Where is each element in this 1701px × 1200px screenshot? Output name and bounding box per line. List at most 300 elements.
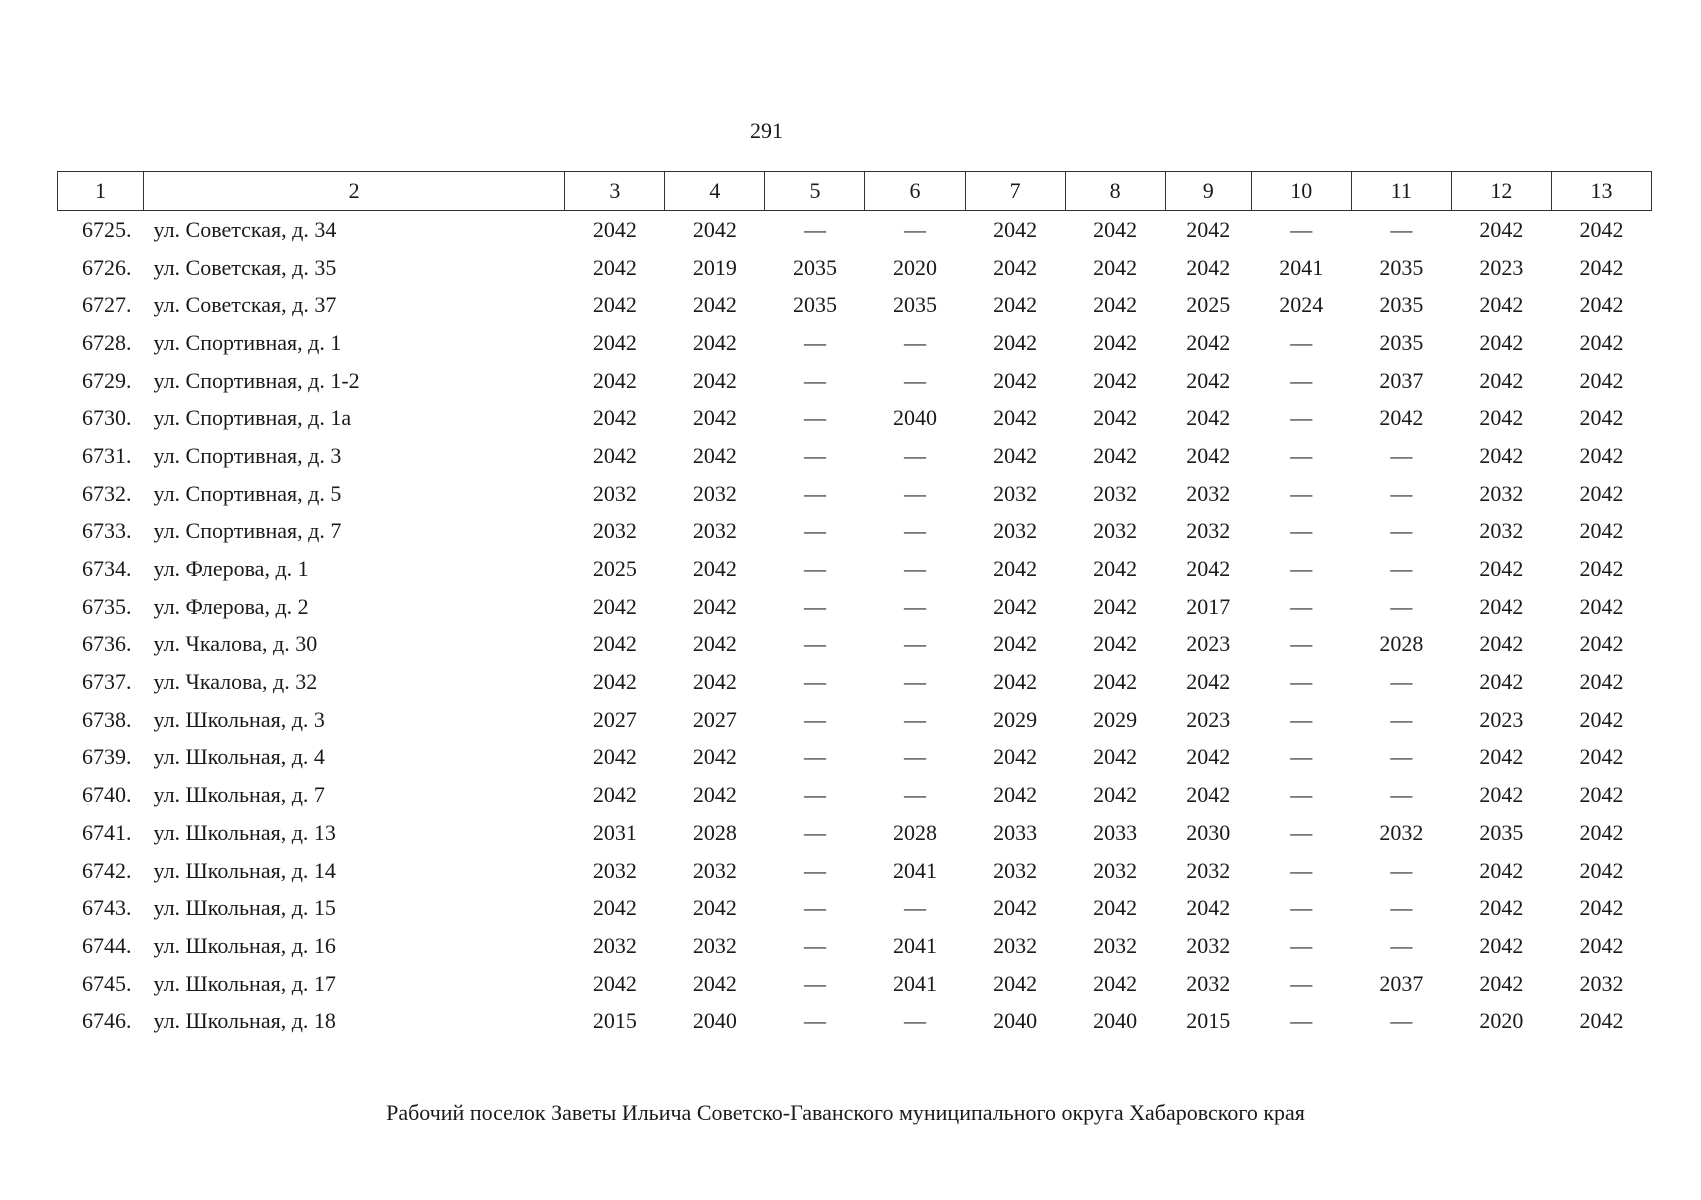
year-value-cell: 2042	[1186, 367, 1231, 393]
empty-value-cell: —	[1390, 442, 1413, 468]
empty-value-cell: —	[803, 970, 826, 996]
column-header-12: 12	[1451, 172, 1551, 211]
empty-value-cell: —	[1290, 216, 1313, 242]
year-value-cell: 2042	[993, 895, 1038, 921]
empty-value-cell: —	[1290, 895, 1313, 921]
address-cell: ул. Школьная, д. 13	[153, 819, 336, 845]
row-number-cell: 6743.	[82, 895, 132, 921]
empty-value-cell: —	[803, 442, 826, 468]
empty-value-cell: —	[803, 329, 826, 355]
empty-value-cell: —	[904, 669, 927, 695]
empty-value-cell: —	[904, 744, 927, 770]
year-value-cell: 2032	[1186, 857, 1231, 883]
year-value-cell: 2042	[692, 367, 737, 393]
empty-value-cell: —	[1390, 857, 1413, 883]
year-value-cell: 2042	[592, 292, 637, 318]
year-value-cell: 2042	[1093, 556, 1138, 582]
year-value-cell: 2023	[1479, 254, 1524, 280]
year-value-cell: 2042	[1186, 254, 1231, 280]
row-number-cell: 6738.	[82, 706, 132, 732]
year-value-cell: 2030	[1186, 819, 1231, 845]
year-value-cell: 2040	[993, 1008, 1038, 1034]
address-cell: ул. Школьная, д. 7	[153, 782, 325, 808]
empty-value-cell: —	[1290, 480, 1313, 506]
row-number-cell: 6733.	[82, 518, 132, 544]
year-value-cell: 2041	[893, 857, 938, 883]
year-value-cell: 2042	[1093, 744, 1138, 770]
year-value-cell: 2042	[592, 254, 637, 280]
year-value-cell: 2032	[692, 480, 737, 506]
year-value-cell: 2042	[1579, 782, 1624, 808]
year-value-cell: 2042	[1579, 895, 1624, 921]
empty-value-cell: —	[1390, 782, 1413, 808]
year-value-cell: 2042	[592, 895, 637, 921]
year-value-cell: 2041	[1279, 254, 1324, 280]
empty-value-cell: —	[1390, 744, 1413, 770]
column-header-8: 8	[1065, 172, 1165, 211]
year-value-cell: 2032	[1186, 932, 1231, 958]
row-number-cell: 6726.	[82, 254, 132, 280]
address-cell: ул. Советская, д. 37	[153, 292, 337, 318]
year-value-cell: 2032	[1379, 819, 1424, 845]
year-value-cell: 2042	[1186, 329, 1231, 355]
year-value-cell: 2042	[1093, 970, 1138, 996]
column-header-1: 1	[58, 172, 144, 211]
year-value-cell: 2035	[1379, 329, 1424, 355]
table-row	[58, 437, 1652, 475]
year-value-cell: 2027	[692, 706, 737, 732]
empty-value-cell: —	[803, 706, 826, 732]
year-value-cell: 2042	[1579, 329, 1624, 355]
year-value-cell: 2032	[692, 857, 737, 883]
year-value-cell: 2042	[692, 442, 737, 468]
year-value-cell: 2042	[1186, 895, 1231, 921]
year-value-cell: 2042	[592, 216, 637, 242]
empty-value-cell: —	[803, 216, 826, 242]
year-value-cell: 2042	[1579, 669, 1624, 695]
empty-value-cell: —	[904, 1008, 927, 1034]
year-value-cell: 2032	[1186, 970, 1231, 996]
year-value-cell: 2032	[1093, 518, 1138, 544]
empty-value-cell: —	[904, 593, 927, 619]
address-cell: ул. Спортивная, д. 7	[153, 518, 342, 544]
column-header-2: 2	[144, 172, 565, 211]
empty-value-cell: —	[803, 518, 826, 544]
year-value-cell: 2042	[1093, 895, 1138, 921]
address-cell: ул. Школьная, д. 15	[153, 895, 336, 921]
year-value-cell: 2042	[1479, 970, 1524, 996]
empty-value-cell: —	[1290, 1008, 1313, 1034]
address-cell: ул. Флерова, д. 2	[153, 593, 309, 619]
year-value-cell: 2020	[1479, 1008, 1524, 1034]
year-value-cell: 2042	[1479, 593, 1524, 619]
table-row	[58, 626, 1652, 664]
empty-value-cell: —	[904, 518, 927, 544]
table-row	[58, 588, 1652, 626]
year-value-cell: 2032	[993, 932, 1038, 958]
address-cell: ул. Спортивная, д. 1	[153, 329, 342, 355]
year-value-cell: 2042	[1479, 292, 1524, 318]
year-value-cell: 2025	[592, 556, 637, 582]
year-value-cell: 2042	[1579, 932, 1624, 958]
year-value-cell: 2040	[1093, 1008, 1138, 1034]
empty-value-cell: —	[904, 782, 927, 808]
year-value-cell: 2035	[1379, 292, 1424, 318]
empty-value-cell: —	[803, 669, 826, 695]
table-row	[58, 362, 1652, 400]
year-value-cell: 2028	[893, 819, 938, 845]
data-table-container	[57, 171, 1652, 1040]
year-value-cell: 2042	[1479, 744, 1524, 770]
table-row	[58, 965, 1652, 1003]
table-row	[58, 399, 1652, 437]
year-value-cell: 2031	[592, 819, 637, 845]
empty-value-cell: —	[803, 857, 826, 883]
empty-value-cell: —	[1390, 1008, 1413, 1034]
empty-value-cell: —	[1290, 932, 1313, 958]
empty-value-cell: —	[803, 405, 826, 431]
year-value-cell: 2042	[1579, 556, 1624, 582]
empty-value-cell: —	[1290, 669, 1313, 695]
row-number-cell: 6746.	[82, 1008, 132, 1034]
year-value-cell: 2042	[692, 895, 737, 921]
year-value-cell: 2042	[1579, 405, 1624, 431]
row-number-cell: 6745.	[82, 970, 132, 996]
year-value-cell: 2042	[1186, 442, 1231, 468]
year-value-cell: 2032	[1093, 932, 1138, 958]
year-value-cell: 2042	[993, 782, 1038, 808]
year-value-cell: 2032	[592, 518, 637, 544]
year-value-cell: 2042	[692, 556, 737, 582]
column-header-13: 13	[1551, 172, 1651, 211]
year-value-cell: 2042	[592, 367, 637, 393]
empty-value-cell: —	[1290, 329, 1313, 355]
empty-value-cell: —	[1290, 593, 1313, 619]
header-row	[58, 172, 1652, 211]
empty-value-cell: —	[803, 782, 826, 808]
year-value-cell: 2041	[893, 932, 938, 958]
year-value-cell: 2042	[1579, 254, 1624, 280]
year-value-cell: 2042	[592, 329, 637, 355]
table-row	[58, 324, 1652, 362]
empty-value-cell: —	[904, 706, 927, 732]
row-number-cell: 6734.	[82, 556, 132, 582]
year-value-cell: 2042	[1186, 669, 1231, 695]
address-cell: ул. Спортивная, д. 1-2	[153, 367, 360, 393]
year-value-cell: 2035	[792, 254, 837, 280]
year-value-cell: 2015	[1186, 1008, 1231, 1034]
row-number-cell: 6744.	[82, 932, 132, 958]
year-value-cell: 2042	[1186, 216, 1231, 242]
empty-value-cell: —	[803, 367, 826, 393]
empty-value-cell: —	[1390, 669, 1413, 695]
year-value-cell: 2042	[1579, 744, 1624, 770]
empty-value-cell: —	[1390, 895, 1413, 921]
year-value-cell: 2029	[1093, 706, 1138, 732]
empty-value-cell: —	[904, 480, 927, 506]
year-value-cell: 2042	[1579, 1008, 1624, 1034]
year-value-cell: 2042	[692, 970, 737, 996]
year-value-cell: 2032	[1186, 480, 1231, 506]
year-value-cell: 2042	[1093, 405, 1138, 431]
year-value-cell: 2042	[1479, 932, 1524, 958]
year-value-cell: 2042	[1579, 480, 1624, 506]
year-value-cell: 2033	[1093, 819, 1138, 845]
empty-value-cell: —	[1390, 593, 1413, 619]
empty-value-cell: —	[803, 631, 826, 657]
empty-value-cell: —	[803, 895, 826, 921]
year-value-cell: 2032	[592, 480, 637, 506]
year-value-cell: 2042	[692, 631, 737, 657]
year-value-cell: 2032	[1186, 518, 1231, 544]
address-cell: ул. Флерова, д. 1	[153, 556, 309, 582]
address-cell: ул. Спортивная, д. 1а	[153, 405, 352, 431]
year-value-cell: 2040	[692, 1008, 737, 1034]
year-value-cell: 2024	[1279, 292, 1324, 318]
column-header-11: 11	[1351, 172, 1451, 211]
year-value-cell: 2037	[1379, 970, 1424, 996]
year-value-cell: 2037	[1379, 367, 1424, 393]
address-cell: ул. Спортивная, д. 3	[153, 442, 342, 468]
year-value-cell: 2020	[893, 254, 938, 280]
year-value-cell: 2041	[893, 970, 938, 996]
year-value-cell: 2032	[1093, 857, 1138, 883]
year-value-cell: 2042	[1579, 216, 1624, 242]
empty-value-cell: —	[803, 480, 826, 506]
year-value-cell: 2042	[1479, 857, 1524, 883]
row-number-cell: 6729.	[82, 367, 132, 393]
row-number-cell: 6725.	[82, 216, 132, 242]
year-value-cell: 2042	[1093, 442, 1138, 468]
empty-value-cell: —	[1290, 556, 1313, 582]
table-row	[58, 739, 1652, 777]
address-cell: ул. Школьная, д. 18	[153, 1008, 336, 1034]
year-value-cell: 2042	[1093, 329, 1138, 355]
empty-value-cell: —	[904, 556, 927, 582]
year-value-cell: 2032	[993, 857, 1038, 883]
year-value-cell: 2042	[692, 669, 737, 695]
address-cell: ул. Чкалова, д. 32	[153, 669, 318, 695]
year-value-cell: 2025	[1186, 292, 1231, 318]
empty-value-cell: —	[1390, 518, 1413, 544]
year-value-cell: 2042	[1579, 518, 1624, 544]
year-value-cell: 2033	[993, 819, 1038, 845]
table-row	[58, 249, 1652, 287]
year-value-cell: 2042	[1093, 367, 1138, 393]
year-value-cell: 2042	[993, 970, 1038, 996]
year-value-cell: 2042	[1579, 819, 1624, 845]
table-row	[58, 550, 1652, 588]
year-value-cell: 2042	[993, 744, 1038, 770]
year-value-cell: 2042	[592, 405, 637, 431]
year-value-cell: 2042	[1093, 292, 1138, 318]
empty-value-cell: —	[1290, 970, 1313, 996]
year-value-cell: 2032	[1093, 480, 1138, 506]
year-value-cell: 2042	[1479, 556, 1524, 582]
year-value-cell: 2042	[1186, 405, 1231, 431]
year-value-cell: 2042	[1093, 782, 1138, 808]
row-number-cell: 6737.	[82, 669, 132, 695]
year-value-cell: 2032	[993, 518, 1038, 544]
year-value-cell: 2023	[1186, 631, 1231, 657]
year-value-cell: 2042	[692, 292, 737, 318]
empty-value-cell: —	[1290, 857, 1313, 883]
year-value-cell: 2028	[1379, 631, 1424, 657]
column-header-5: 5	[765, 172, 865, 211]
year-value-cell: 2042	[592, 669, 637, 695]
table-row	[58, 852, 1652, 890]
year-value-cell: 2042	[1186, 744, 1231, 770]
year-value-cell: 2042	[993, 442, 1038, 468]
empty-value-cell: —	[1390, 480, 1413, 506]
year-value-cell: 2042	[1093, 254, 1138, 280]
year-value-cell: 2042	[1093, 669, 1138, 695]
year-value-cell: 2042	[1479, 669, 1524, 695]
column-header-7: 7	[965, 172, 1065, 211]
table-row	[58, 776, 1652, 814]
year-value-cell: 2042	[993, 216, 1038, 242]
address-cell: ул. Чкалова, д. 30	[153, 631, 318, 657]
year-value-cell: 2042	[592, 631, 637, 657]
row-number-cell: 6730.	[82, 405, 132, 431]
table-row	[58, 814, 1652, 852]
row-number-cell: 6732.	[82, 480, 132, 506]
year-value-cell: 2023	[1186, 706, 1231, 732]
address-cell: ул. Школьная, д. 4	[153, 744, 325, 770]
row-number-cell: 6727.	[82, 292, 132, 318]
empty-value-cell: —	[803, 556, 826, 582]
year-value-cell: 2042	[993, 631, 1038, 657]
empty-value-cell: —	[803, 744, 826, 770]
row-number-cell: 6741.	[82, 819, 132, 845]
year-value-cell: 2042	[993, 254, 1038, 280]
year-value-cell: 2042	[1479, 631, 1524, 657]
year-value-cell: 2023	[1479, 706, 1524, 732]
year-value-cell: 2042	[592, 782, 637, 808]
empty-value-cell: —	[1290, 819, 1313, 845]
empty-value-cell: —	[803, 593, 826, 619]
year-value-cell: 2042	[1093, 631, 1138, 657]
year-value-cell: 2042	[1579, 631, 1624, 657]
year-value-cell: 2032	[692, 932, 737, 958]
year-value-cell: 2042	[1479, 367, 1524, 393]
year-value-cell: 2042	[692, 744, 737, 770]
year-value-cell: 2017	[1186, 593, 1231, 619]
year-value-cell: 2042	[692, 405, 737, 431]
year-value-cell: 2042	[1579, 442, 1624, 468]
empty-value-cell: —	[1290, 367, 1313, 393]
year-value-cell: 2035	[792, 292, 837, 318]
empty-value-cell: —	[1290, 706, 1313, 732]
table-row	[58, 889, 1652, 927]
table-row	[58, 701, 1652, 739]
row-number-cell: 6735.	[82, 593, 132, 619]
year-value-cell: 2042	[1186, 556, 1231, 582]
empty-value-cell: —	[904, 442, 927, 468]
row-number-cell: 6739.	[82, 744, 132, 770]
year-value-cell: 2035	[893, 292, 938, 318]
year-value-cell: 2042	[1379, 405, 1424, 431]
year-value-cell: 2042	[692, 782, 737, 808]
empty-value-cell: —	[1390, 556, 1413, 582]
year-value-cell: 2035	[1379, 254, 1424, 280]
table-row	[58, 513, 1652, 551]
column-header-4: 4	[665, 172, 765, 211]
year-value-cell: 2042	[1579, 706, 1624, 732]
page-number: 291	[750, 118, 783, 143]
year-value-cell: 2042	[993, 556, 1038, 582]
year-value-cell: 2042	[692, 216, 737, 242]
year-value-cell: 2015	[592, 1008, 637, 1034]
year-value-cell: 2042	[1579, 292, 1624, 318]
table-row	[58, 286, 1652, 324]
empty-value-cell: —	[1290, 405, 1313, 431]
year-value-cell: 2029	[993, 706, 1038, 732]
address-cell: ул. Спортивная, д. 5	[153, 480, 342, 506]
year-value-cell: 2042	[1479, 216, 1524, 242]
empty-value-cell: —	[904, 216, 927, 242]
year-value-cell: 2042	[592, 593, 637, 619]
address-cell: ул. Советская, д. 35	[153, 254, 337, 280]
empty-value-cell: —	[1390, 706, 1413, 732]
empty-value-cell: —	[904, 631, 927, 657]
empty-value-cell: —	[1390, 932, 1413, 958]
empty-value-cell: —	[1390, 216, 1413, 242]
year-value-cell: 2042	[592, 970, 637, 996]
year-value-cell: 2027	[592, 706, 637, 732]
empty-value-cell: —	[1290, 518, 1313, 544]
data-table	[57, 171, 1652, 1040]
table-row	[58, 927, 1652, 965]
row-number-cell: 6728.	[82, 329, 132, 355]
empty-value-cell: —	[803, 819, 826, 845]
year-value-cell: 2042	[692, 593, 737, 619]
empty-value-cell: —	[803, 1008, 826, 1034]
year-value-cell: 2042	[1186, 782, 1231, 808]
year-value-cell: 2042	[1579, 857, 1624, 883]
year-value-cell: 2032	[592, 932, 637, 958]
address-cell: ул. Школьная, д. 16	[153, 932, 336, 958]
year-value-cell: 2042	[993, 292, 1038, 318]
year-value-cell: 2042	[1093, 216, 1138, 242]
year-value-cell: 2042	[993, 405, 1038, 431]
address-cell: ул. Школьная, д. 17	[153, 970, 336, 996]
year-value-cell: 2042	[1579, 367, 1624, 393]
column-header-9: 9	[1165, 172, 1251, 211]
address-cell: ул. Школьная, д. 14	[153, 857, 336, 883]
year-value-cell: 2042	[1479, 895, 1524, 921]
row-number-cell: 6736.	[82, 631, 132, 657]
year-value-cell: 2035	[1479, 819, 1524, 845]
table-body	[58, 211, 1652, 1041]
empty-value-cell: —	[1290, 442, 1313, 468]
year-value-cell: 2042	[692, 329, 737, 355]
empty-value-cell: —	[1290, 782, 1313, 808]
year-value-cell: 2042	[1479, 329, 1524, 355]
row-number-cell: 6731.	[82, 442, 132, 468]
table-header	[58, 172, 1652, 211]
empty-value-cell: —	[904, 895, 927, 921]
column-header-6: 6	[865, 172, 965, 211]
year-value-cell: 2042	[993, 367, 1038, 393]
year-value-cell: 2032	[1479, 518, 1524, 544]
column-header-10: 10	[1251, 172, 1351, 211]
year-value-cell: 2032	[592, 857, 637, 883]
year-value-cell: 2042	[993, 329, 1038, 355]
empty-value-cell: —	[1290, 744, 1313, 770]
empty-value-cell: —	[904, 367, 927, 393]
empty-value-cell: —	[803, 932, 826, 958]
